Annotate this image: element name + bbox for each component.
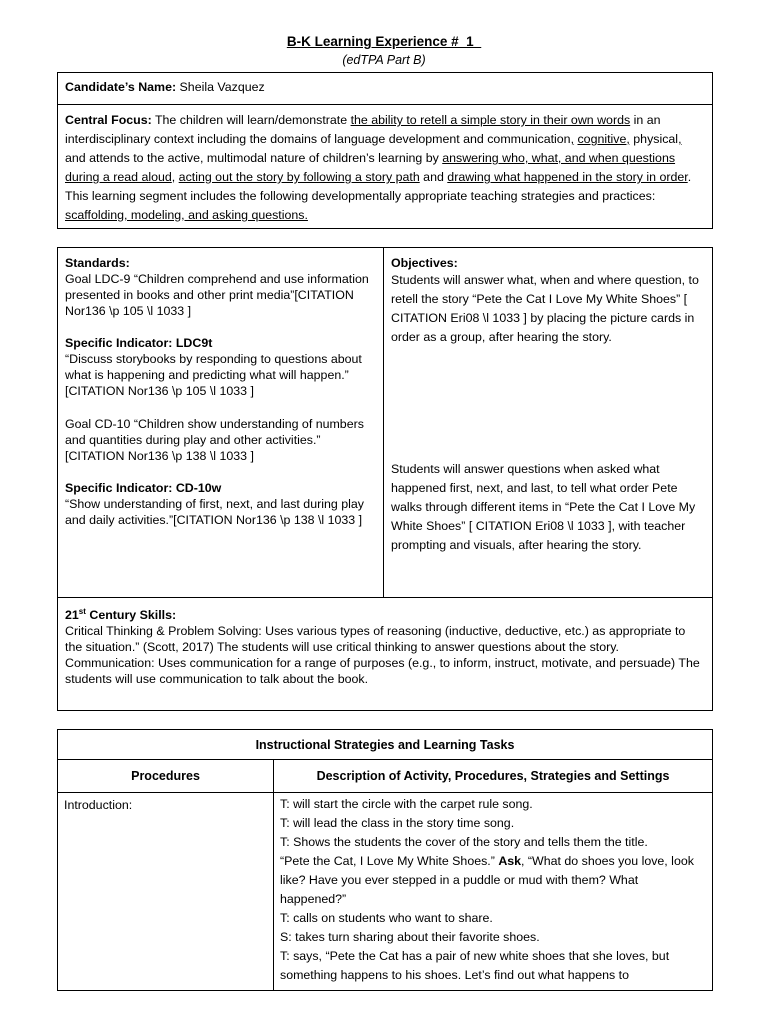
central-focus-label: Central Focus:	[65, 113, 152, 127]
intro-line-4-question: , “What do shoes you love, look like? Have you ever stepped in a puddle or mud with them? What happened?”	[280, 854, 694, 906]
strategies-table	[57, 729, 713, 991]
intro-line-4-title: “Pete the Cat, I Love My White Shoes.”	[280, 854, 499, 868]
intro-line-5: T: calls on students who want to share.	[280, 911, 493, 925]
standard-goal-ldc9: Goal LDC-9 “Children comprehend and use information presented in books and other print media”[CITATION Nor136 \p 105 \l 1033 ]	[65, 272, 369, 318]
cf-text-7: and	[419, 170, 448, 184]
candidate-row	[58, 73, 712, 105]
indicator-cd10w-text: “Show understanding of first, next, and last during play and daily activities.”[CITATION Nor136 \p 138 \l 1033 ]	[65, 497, 364, 527]
objective-2: Students will answer questions when asked what happened first, next, and last, to tell what order Pete walks through different items in “Pete the Cat I Love My White Shoes” [ CITATION Eri08 \l 1033 ], with teacher prompting and visuals, after hearing the story.	[391, 462, 696, 552]
objectives-column	[384, 248, 712, 598]
skills-heading-sup: st	[78, 607, 86, 616]
skill-communication: Communication: Uses communication for a range of purposes (e.g., to inform, instruct, motivate, and persuade) The students will use communication to talk about the book.	[65, 656, 700, 687]
century-skills-heading	[65, 608, 176, 622]
intro-description	[274, 793, 712, 985]
cf-underline-7: drawing what happened in the story in order	[447, 170, 688, 184]
intro-line-3: T: Shows the students the cover of the story and tells them the title.	[280, 835, 648, 849]
cf-text-8: . This learning segment includes the following developmentally appropriate teaching strategies and practices:	[65, 170, 692, 203]
standards-heading: Standards:	[65, 256, 130, 270]
candidate-box	[57, 72, 713, 229]
document-title: B-K Learning Experience #_1_	[286, 34, 482, 49]
candidate-name: Sheila Vazquez	[179, 80, 265, 94]
cf-text-2: in an interdisciplinary context including the domains of language development and communication	[65, 113, 661, 146]
cf-underline-5: answering who, what, and when questions during a read aloud	[65, 151, 676, 184]
document-subtitle: (edTPA Part B)	[342, 53, 426, 67]
description-header: Description of Activity, Procedures, Strategies and Settings	[274, 760, 712, 793]
intro-line-2: T: will lead the class in the story time song.	[280, 816, 515, 830]
cf-underline-6: acting out the story by following a story path	[178, 170, 420, 184]
objectives-heading: Objectives:	[391, 256, 458, 270]
candidate-label: Candidate’s Name:	[65, 80, 177, 94]
indicator-cd10w-label: Specific Indicator: CD-10w	[65, 481, 222, 495]
intro-line-4-ask: Ask	[498, 854, 522, 868]
cf-underline-8: scaffolding, modeling, and asking questions.	[65, 208, 308, 222]
cf-underline-1: the ability to retell a simple story in their own words	[350, 113, 631, 127]
skills-heading-text: Century Skills:	[85, 608, 177, 623]
cf-text-4: physical	[629, 132, 679, 146]
intro-line-6: S: takes turn sharing about their favorite shoes.	[280, 930, 540, 944]
cf-underline-2: ,	[570, 132, 575, 146]
intro-line-7: T: says, “Pete the Cat has a pair of new white shoes that she loves, but something happens to his shoes. Let’s find out what happens to	[280, 949, 670, 982]
cf-underline-3: cognitive,	[577, 132, 630, 146]
cf-text-1: The children will learn/demonstrate	[154, 113, 351, 127]
indicator-ldc9t-label: Specific Indicator: LDC9t	[65, 336, 213, 350]
skills-heading-number: 21	[65, 608, 79, 623]
intro-line-4	[280, 852, 706, 909]
skill-critical-thinking: Critical Thinking & Problem Solving: Uses various types of reasoning (inductive, deductive, etc.) as appropriate to the situation.” (Scott, 2017) The students will use critical thinking to answer questions about the story.	[65, 624, 686, 655]
standards-box	[57, 247, 713, 711]
century-skills	[58, 598, 712, 687]
procedures-header: Procedures	[58, 760, 274, 793]
strategies-title: Instructional Strategies and Learning Tasks	[58, 730, 712, 760]
indicator-ldc9t-text: “Discuss storybooks by responding to questions about what is happening and predicting what will happen.” [CITATION Nor136 \p 105 \l 1033 ]	[65, 352, 362, 398]
cf-underline-4: ,	[678, 132, 682, 146]
intro-label-cell	[58, 793, 274, 990]
cf-text-6: ,	[171, 170, 179, 184]
standards-column	[58, 248, 384, 598]
objective-1: Students will answer what, when and where question, to retell the story “Pete the Cat I Love My White Shoes” [ CITATION Eri08 \l 1033 ] by placing the picture cards in order as a group, after hearing the story.	[391, 273, 699, 344]
introduction-label: Introduction:	[64, 798, 133, 812]
central-focus	[58, 105, 712, 225]
standard-goal-cd10: Goal CD-10 “Children show understanding of numbers and quantities during play and other activities.” [CITATION Nor136 \p 138 \l 1033 ]	[65, 417, 364, 463]
intro-line-1: T: will start the circle with the carpet rule song.	[280, 797, 533, 811]
cf-text-5: and attends to the active, multimodal nature of children’s learning by	[65, 151, 443, 165]
